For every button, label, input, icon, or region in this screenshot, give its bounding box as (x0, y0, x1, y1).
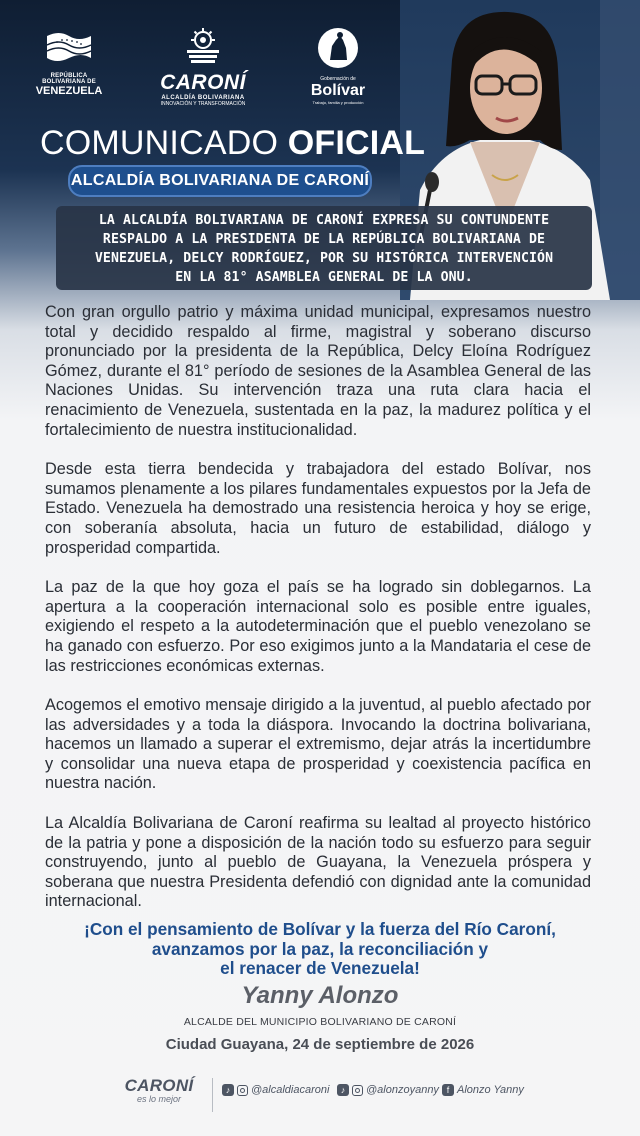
footer-divider (212, 1078, 213, 1112)
body-paragraph: Con gran orgullo patrio y máxima unidad municipal, expresamos nuestro total y decidido respaldo al firme, magistral y soberano discurso pronunciado por la presidenta de la República, Delcy Eloína Rodríguez Gómez, durante el 81° período de sesiones de la Asamblea General de las Naciones Unidas. Su intervención traza una ruta clara hacia el renacimiento de Venezuela, sustentada en la paz, la madurez política y el fortalecimiento de nuestra institucionalidad. (45, 303, 591, 439)
headline-line: VENEZUELA, DELCY RODRÍGUEZ, POR SU HISTÓRICA INTERVENCIÓN (94, 251, 554, 266)
caroni-logo-line3: INNOVACIÓN Y TRANSFORMACIÓN (160, 101, 246, 107)
bolivar-emblem-icon (316, 26, 360, 70)
venezuela-logo-line2: VENEZUELA (35, 85, 103, 97)
footer-logo-tagline: es lo mejor (136, 1094, 181, 1104)
headline-line: RESPALDO A LA PRESIDENTA DE LA REPÚBLICA BOLIVARIANA DE (102, 232, 546, 247)
footer-logo-name: CARONÍ (124, 1076, 194, 1095)
page-title (40, 124, 426, 163)
closing-line: el renacer de Venezuela! (220, 958, 420, 978)
bolivar-logo-line3: Trabajo, familia y producción (312, 100, 364, 105)
footer-caroni-logo (116, 1076, 202, 1104)
bolivar-logo (298, 26, 378, 105)
caroni-logo (150, 28, 256, 107)
body-paragraph: Acogemos el emotivo mensaje dirigido a la juventud, al pueblo afectado por las adversidades y a toda la diáspora. Invocando la doctrina bolivariana, hacemos un llamado a superar el extremismo, dejar atrás la incertidumbre y consolidar una nueva etapa de prosperidad y coexistencia pacífica en nuestra nación. (45, 696, 591, 793)
signatory-role: ALCALDE DEL MUNICIPIO BOLIVARIANO DE CARONÍ (183, 1016, 457, 1028)
caroni-emblem-icon (179, 28, 227, 64)
bolivar-logo-name: Bolívar (310, 82, 366, 99)
social-handle: @alonzoyanny (366, 1084, 439, 1096)
instagram-icon (237, 1085, 248, 1096)
place-date: Ciudad Guayana, 24 de septiembre de 2026 (165, 1036, 475, 1053)
caroni-logo-line2: ALCALDÍA BOLIVARIANA (161, 95, 245, 101)
body-paragraph: La Alcaldía Bolivariana de Caroní reafirma su lealtad al proyecto histórico de la patria y pone a disposición de la nación todo su esfuerzo para seguir construyendo, junto al pueblo de Guayana, la Venezuela próspera y soberana que nuestra Presidenta defendió con dignidad ante la comunidad internacional. (45, 814, 591, 911)
social-alcaldia[interactable] (222, 1084, 329, 1096)
subtitle-badge: ALCALDÍA BOLIVARIANA DE CARONÍ (68, 165, 372, 197)
title-part1: COMUNICADO (40, 124, 288, 162)
title-part2: OFICIAL (287, 124, 426, 162)
headline-line: LA ALCALDÍA BOLIVARIANA DE CARONÍ EXPRESA SU CONTUNDENTE (98, 213, 550, 228)
caroni-logo-name: CARONÍ (160, 71, 246, 94)
bolivar-logo-line1: Gobernación de (320, 76, 356, 82)
footer (0, 1070, 640, 1120)
instagram-icon (352, 1085, 363, 1096)
header-banner (0, 0, 640, 300)
closing-line: avanzamos por la paz, la reconciliación y (151, 938, 489, 959)
social-facebook[interactable] (442, 1084, 524, 1096)
headline-line: EN LA 81° ASAMBLEA GENERAL DE LA ONU. (175, 270, 473, 285)
social-handle: @alcaldiacaroni (251, 1084, 330, 1096)
venezuela-logo (30, 30, 108, 97)
closing-line: ¡Con el pensamiento de Bolívar y la fuerza del Río Caroní, (84, 919, 556, 939)
tiktok-icon: ♪ (222, 1084, 234, 1096)
closing-slogan (40, 920, 600, 979)
venezuela-logo-line1: REPÚBLICA BOLIVARIANA DE (42, 73, 96, 85)
social-handle: Alonzo Yanny (457, 1084, 524, 1096)
venezuela-flag-icon (45, 30, 93, 64)
facebook-icon: f (442, 1084, 454, 1096)
body-paragraph: La paz de la que hoy goza el país se ha logrado sin doblegarnos. La apertura a la cooperación internacional solo es posible entre iguales, exigiendo el respeto a la autodeterminación que el pueblo venezolano se ha ganado con esfuerzo. Por eso exigimos junto a la Mandataria el cese de las restricciones económicas externas. (45, 578, 591, 675)
tiktok-icon: ♪ (337, 1084, 349, 1096)
social-alonzo[interactable] (337, 1084, 439, 1096)
body-paragraph: Desde esta tierra bendecida y trabajadora del estado Bolívar, nos sumamos plenamente a los pilares fundamentales expuestos por la Jefa de Estado. Venezuela ha demostrado una resistencia heroica y hoy se erige, con soberanía absoluta, hacia un futuro de estabilidad, diálogo y prosperidad compartida. (45, 460, 591, 557)
signature-name: Yanny Alonzo (241, 982, 399, 1009)
headline-box (56, 206, 592, 290)
communique-body (45, 303, 591, 932)
